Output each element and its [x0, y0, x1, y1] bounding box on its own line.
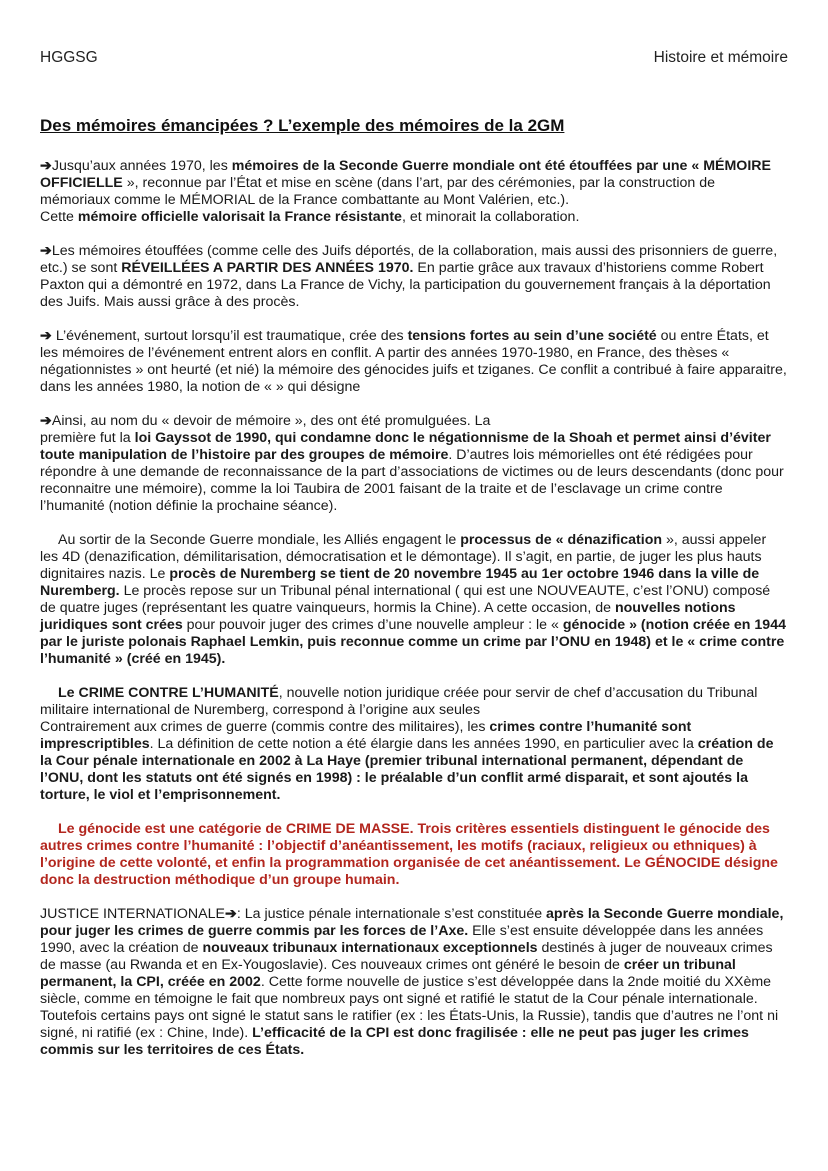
- arrow-icon: ➔: [40, 243, 52, 259]
- paragraph-6: Le CRIME CONTRE L’HUMANITÉ, nouvelle notion juridique créée pour servir de chef d’accusation du Tribunal militaire international de Nuremberg, correspond à l’origine aux seules Contrairement aux crimes de guerre (commis contre des militaires), les crimes contre l’humanité sont imprescriptibles. La définition de cette notion a été élargie dans les années 1990, en particulier avec la création de la Cour pénale internationale en 2002 à La Haye (premier tribunal international permanent, dépendant de l’ONU, dont les statuts ont été signés en 1998) : le préalable d’un conflit armé disparait, et sont ajoutés la torture, le viol et l’emprisonnement.: [40, 685, 774, 803]
- arrow-icon: ➔: [224, 906, 237, 922]
- paragraph-8: JUSTICE INTERNATIONALE➔: La justice pénale internationale s’est constituée après la Seconde Guerre mondiale, pour juger les crimes de guerre commis par les forces de l’Axe. Elle s’est ensuite développée dans les années 1990, avec la création de nouveaux tribunaux internationaux exceptionnels destinés à juger de nouveaux crimes de masse (au Rwanda et en Ex-Yougoslavie). Ces nouveaux crimes ont généré le besoin de créer un tribunal permanent, la CPI, créée en 2002. Cette forme nouvelle de justice s’est développée dans la 2nde moitié du XXème siècle, comme en témoigne le fait que nombreux pays ont signé et ratifié le statut de la Cour pénale internationale. Toutefois certains pays ont signé le statut sans le ratifier (ex : les États-Unis, la Russie), tandis que d’autres ne l’ont ni signé, ni ratifié (ex : Chine, Inde). L’efficacité de la CPI est donc fragilisée : elle ne peut pas juger les crimes commis sur les territoires de ces États.: [40, 906, 784, 1058]
- arrow-icon: ➔: [40, 158, 52, 174]
- paragraph-4: ➔Ainsi, au nom du « devoir de mémoire », des ont été promulguées. La première fut la loi Gayssot de 1990, qui condamne donc le négationnisme de la Shoah et permet ainsi d’éviter toute manipulation de l’histoire par des groupes de mémoire. D’autres lois mémorielles ont été rédigées pour répondre à une demande de reconnaissance de la part d’associations de victimes ou de leurs descendants (donc pour reconnaitre une mémoire), comme la loi Taubira de 2001 faisant de la traite et de l’esclavage un crime contre l’humanité (notion définie la prochaine séance).: [40, 413, 784, 514]
- page-header: [40, 49, 788, 67]
- paragraph-7-highlight: Le génocide est une catégorie de CRIME DE MASSE. Trois critères essentiels distinguent le génocide des autres crimes contre l’humanité : l’objectif d’anéantissement, les motifs (raciaux, religieux ou ethniques) à l’origine de cette volonté, et enfin la programmation organisée de cet anéantissement. Le GÉNOCIDE désigne donc la destruction méthodique d’un groupe humain.: [40, 821, 778, 888]
- arrow-icon: ➔: [40, 413, 52, 429]
- header-right: Histoire et mémoire: [653, 49, 788, 66]
- paragraph-3: ➔ L’événement, surtout lorsqu’il est traumatique, crée des tensions fortes au sein d’une société ou entre États, et les mémoires de l’événement entrent alors en conflit. A partir des années 1970-1980, en France, des thèses « négationnistes » ont heurté (et nié) la mémoire des génocides juifs et tziganes. Ce conflit a contribué à faire apparaitre, dans les années 1980, la notion de « » qui désigne: [40, 328, 787, 395]
- arrow-icon: ➔: [40, 328, 52, 344]
- document-body: [40, 158, 788, 1059]
- paragraph-5: Au sortir de la Seconde Guerre mondiale, les Alliés engagent le processus de « dénazification », aussi appeler les 4D (denazification, démilitarisation, démocratisation et le démontage). Il s’agit, en partie, de juger les plus hauts dignitaires nazis. Le procès de Nuremberg se tient de 20 novembre 1945 au 1er octobre 1946 dans la ville de Nuremberg. Le procès repose sur un Tribunal pénal international ( qui est une NOUVEAUTE, c’est l’ONU) composé de quatre juges (représentant les quatre vainqueurs, hormis la Chine). A cette occasion, de nouvelles notions juridiques sont crées pour pouvoir juger des crimes d’une nouvelle ampleur : le « génocide » (notion créée en 1944 par le juriste polonais Raphael Lemkin, puis reconnue comme un crime par l’ONU en 1948) et le « crime contre l’humanité » (créé en 1945).: [40, 532, 786, 667]
- header-left: HGGSG: [40, 49, 98, 66]
- paragraph-1: ➔Jusqu’aux années 1970, les mémoires de la Seconde Guerre mondiale ont été étouffées par une « MÉMOIRE OFFICIELLE », reconnue par l’État et mise en scène (dans l’art, par des cérémonies, par la construction de mémoriaux comme le MÉMORIAL de la France combattante au Mont Valérien, etc.). Cette mémoire officielle valorisait la France résistante, et minorait la collaboration.: [40, 158, 771, 225]
- page-title: Des mémoires émancipées ? L’exemple des mémoires de la 2GM: [40, 116, 565, 135]
- paragraph-2: ➔Les mémoires étouffées (comme celle des Juifs déportés, de la collaboration, mais aussi des prisonniers de guerre, etc.) se sont RÉVEILLÉES A PARTIR DES ANNÉES 1970. En partie grâce aux travaux d’historiens comme Robert Paxton qui a démontré en 1972, dans La France de Vichy, la participation du gouvernement français à la déportation des Juifs. Mais aussi grâce à des procès.: [40, 243, 778, 310]
